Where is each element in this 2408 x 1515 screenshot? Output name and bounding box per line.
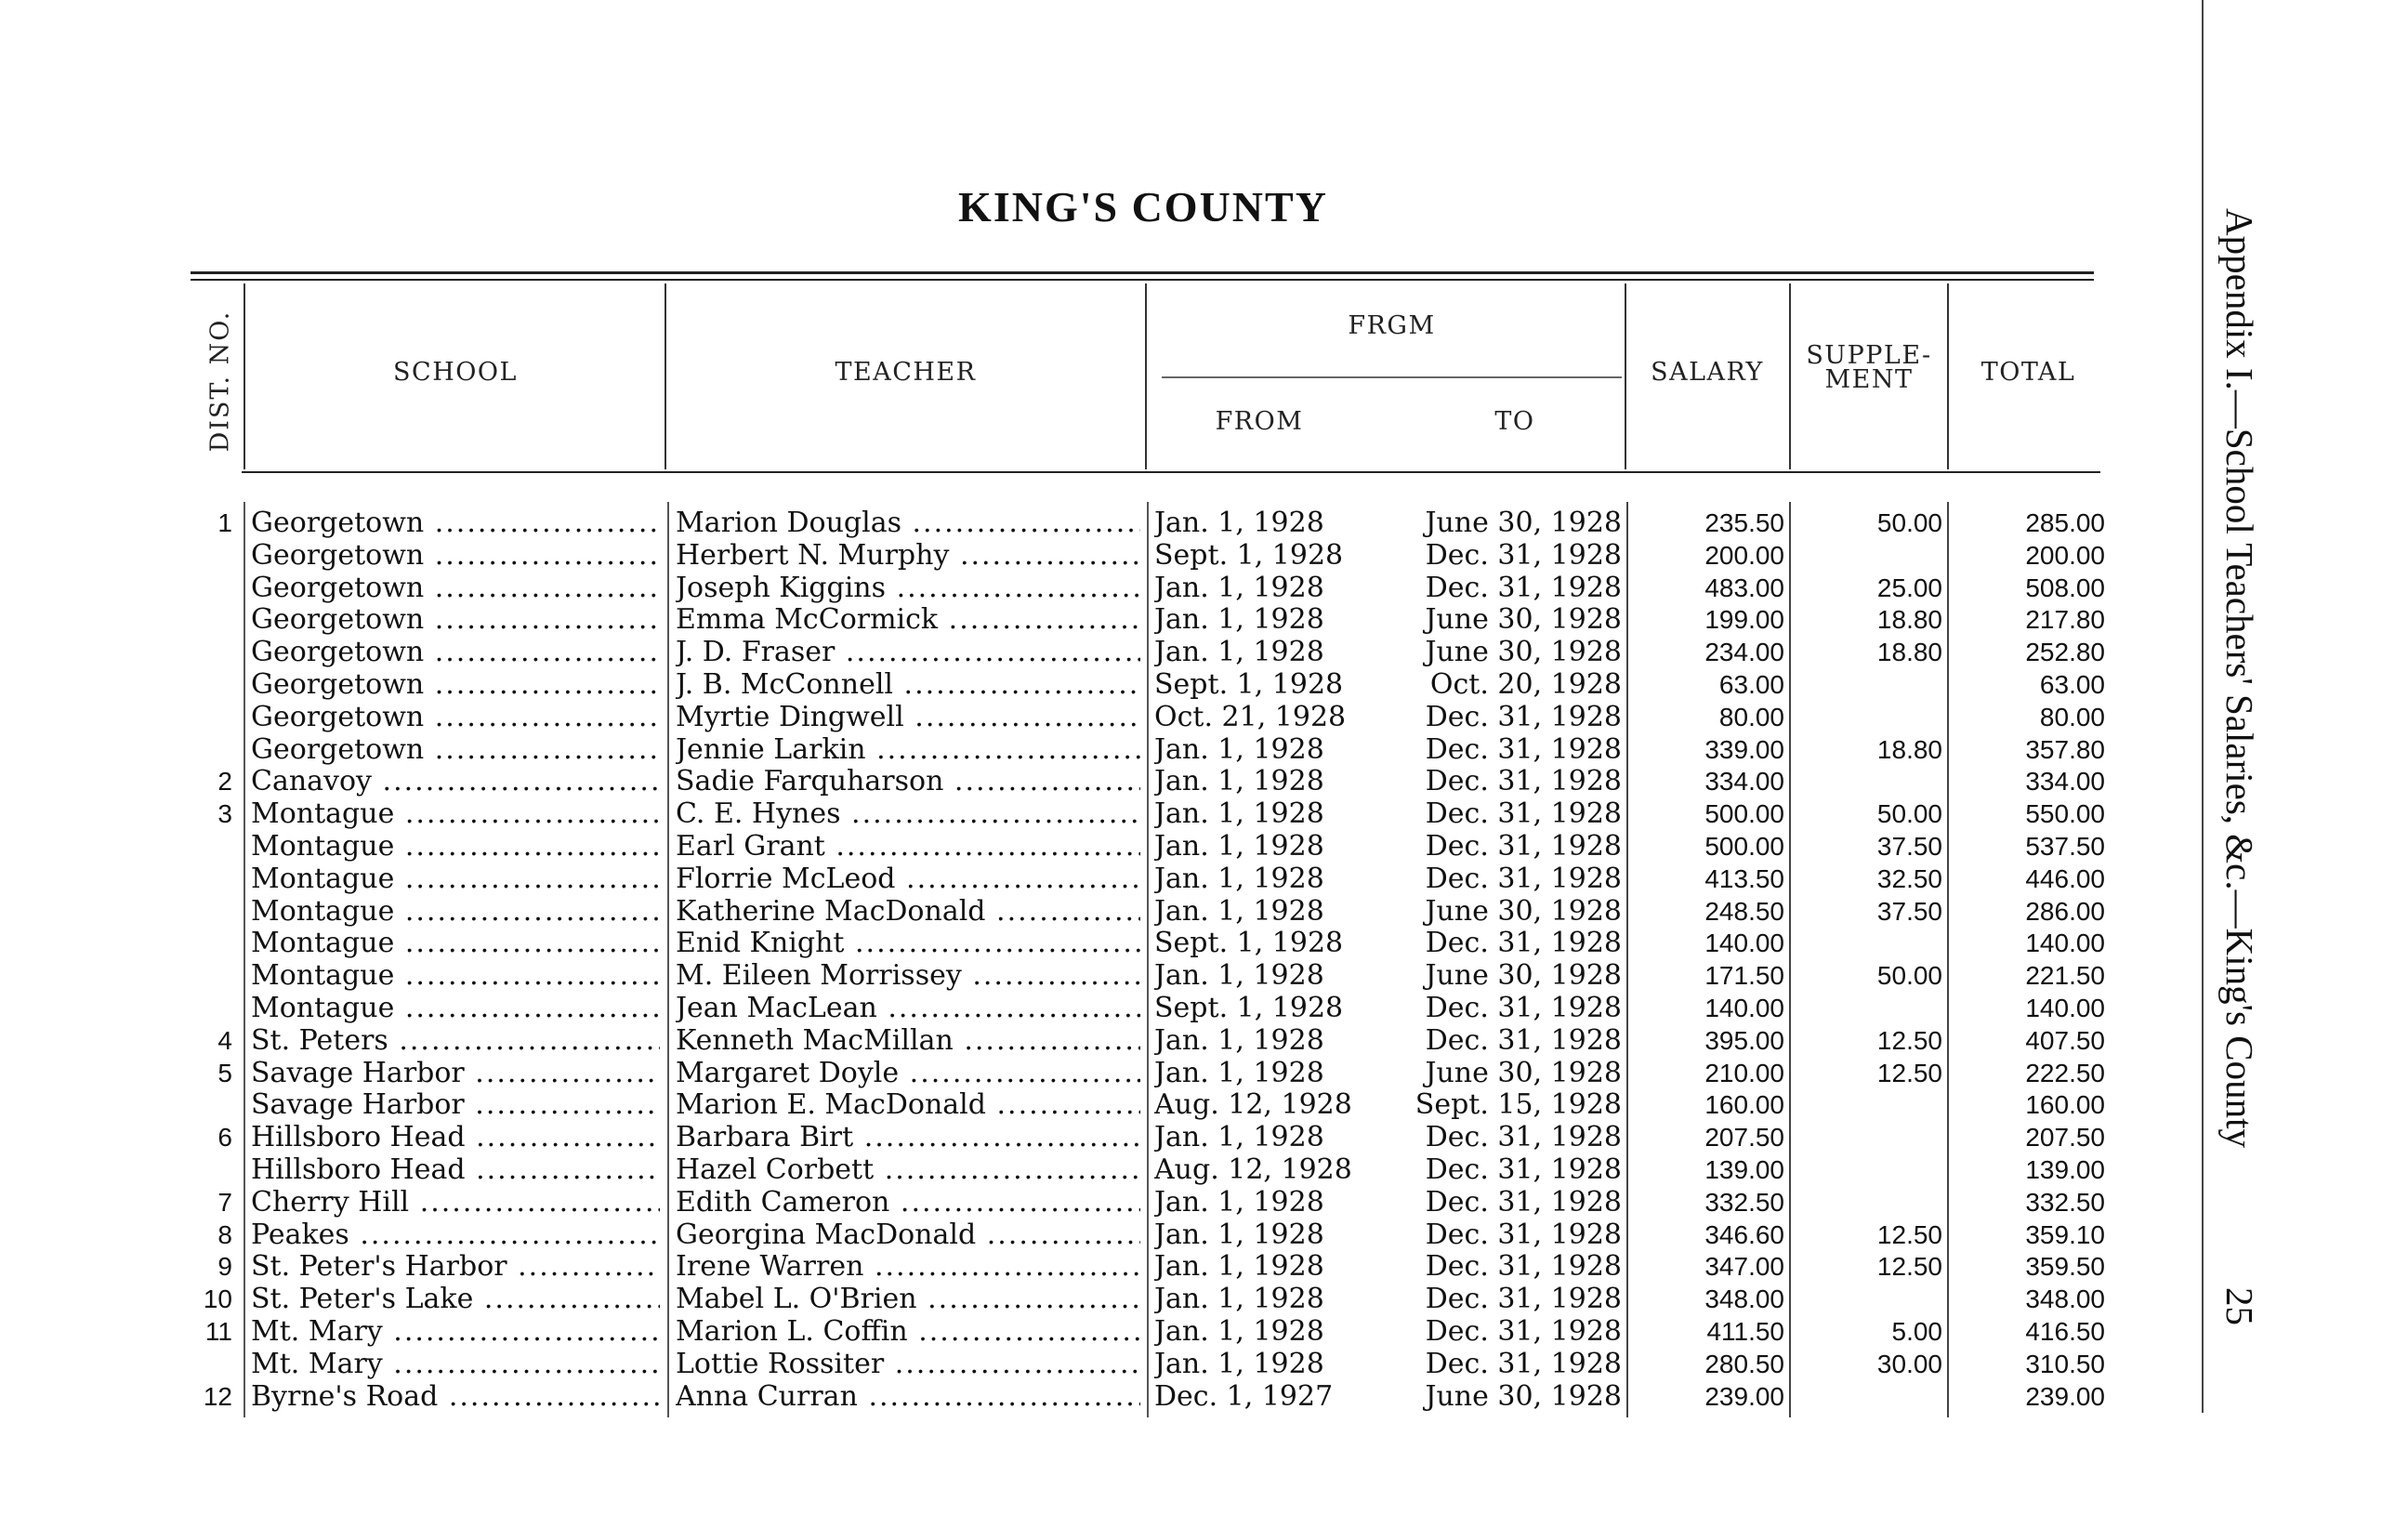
total-cell: 446.00	[2025, 863, 2105, 893]
supplement-cell: 50.00	[1876, 799, 1942, 829]
salary-cell: 140.00	[1704, 994, 1784, 1022]
total-header: TOTAL	[1980, 358, 2076, 387]
salary-cell: 500.00	[1704, 799, 1784, 829]
school-cell: Cherry Hill .....	[251, 1186, 660, 1219]
table-row	[0, 1121, 2138, 1153]
supplement-cell	[1798, 1186, 1942, 1219]
supplement-cell: 12.50	[1876, 1058, 1942, 1087]
to-date-cell: Dec. 31, 1928	[1425, 1185, 1622, 1219]
from-date-cell: Jan. 1, 1928	[1154, 830, 1324, 863]
header-top-rule	[191, 271, 2094, 274]
from-header: FROM	[1215, 407, 1304, 436]
table-row	[0, 863, 2138, 895]
school-cell: St. Peter's Harbor .....	[251, 1250, 660, 1283]
supplement-header: SUPPLE- MENT	[1806, 341, 1932, 394]
total-cell: 80.00	[2039, 702, 2105, 731]
supplement-cell: 12.50	[1876, 1252, 1942, 1282]
school-cell: Byrne's Road .....	[251, 1380, 660, 1413]
supplement-cell: 12.50	[1876, 1219, 1942, 1249]
from-date-cell: Jan. 1, 1928	[1154, 1056, 1324, 1089]
salary-cell: 210.00	[1704, 1058, 1784, 1087]
teacher-cell: Anna Curran .....	[676, 1380, 1140, 1413]
dist-no-cell	[186, 927, 232, 959]
school-cell: Montague .....	[251, 927, 660, 959]
to-date-cell: June 30, 1928	[1425, 603, 1622, 637]
dist-no-cell	[186, 863, 232, 895]
supplement-cell	[1798, 1283, 1942, 1315]
teacher-cell: J. D. Fraser .....	[676, 636, 1140, 668]
to-date-cell: Dec. 31, 1928	[1425, 1121, 1622, 1154]
supplement-cell	[1798, 539, 1942, 572]
to-header: TO	[1494, 407, 1535, 436]
table-row	[0, 1057, 2138, 1089]
supplement-cell: 12.50	[1876, 1025, 1942, 1055]
school-cell: Montague .....	[251, 992, 660, 1024]
from-date-cell: Jan. 1, 1928	[1154, 1283, 1324, 1316]
salary-cell: 235.50	[1704, 508, 1784, 537]
from-date-cell: Sept. 1, 1928	[1154, 927, 1344, 960]
total-cell: 407.50	[2025, 1025, 2105, 1055]
table-row	[0, 636, 2138, 668]
school-cell: Georgetown .....	[251, 539, 660, 572]
table-row	[0, 765, 2138, 797]
school-cell: Montague .....	[251, 863, 660, 895]
salary-cell: 346.60	[1704, 1219, 1784, 1249]
total-cell: 63.00	[2039, 670, 2105, 699]
total-cell: 334.00	[2025, 767, 2105, 797]
table-row	[0, 701, 2138, 733]
dist-no-cell	[186, 992, 232, 1024]
header-sep-dist	[243, 283, 245, 469]
teacher-cell: Marion Douglas .....	[676, 507, 1140, 539]
total-cell: 222.50	[2025, 1058, 2105, 1087]
salary-cell: 171.50	[1704, 961, 1784, 991]
school-cell: Montague .....	[251, 797, 660, 830]
school-header: SCHOOL	[393, 358, 518, 387]
period-divider-rule	[1162, 376, 1622, 378]
table-row	[0, 959, 2138, 992]
supplement-cell: 30.00	[1876, 1349, 1942, 1378]
header-bottom-rule	[242, 471, 2100, 473]
teacher-cell: Marion E. MacDonald .....	[676, 1088, 1140, 1121]
teacher-cell: Herbert N. Murphy .....	[676, 539, 1140, 572]
salary-cell: 248.50	[1704, 896, 1784, 926]
total-cell: 508.00	[2025, 573, 2105, 602]
dist-no-cell	[186, 603, 232, 636]
teacher-cell: Emma McCormick .....	[676, 603, 1140, 636]
from-date-cell: Jan. 1, 1928	[1154, 862, 1324, 895]
table-row	[0, 733, 2138, 766]
total-cell: 286.00	[2025, 896, 2105, 926]
table-row	[0, 1250, 2138, 1283]
teacher-cell: Jennie Larkin .....	[676, 733, 1140, 766]
to-date-cell: Dec. 31, 1928	[1425, 700, 1622, 733]
from-date-cell: Jan. 1, 1928	[1154, 1347, 1324, 1380]
to-date-cell: June 30, 1928	[1425, 894, 1622, 928]
dist-no-cell	[186, 830, 232, 863]
salary-cell: 280.50	[1704, 1349, 1784, 1378]
teacher-cell: Hazel Corbett .....	[676, 1153, 1140, 1186]
page-title: KING'S COUNTY	[958, 183, 1328, 231]
teacher-cell: Marion L. Coffin .....	[676, 1315, 1140, 1348]
dist-no-cell	[186, 1088, 232, 1121]
total-cell: 357.80	[2025, 734, 2105, 764]
teacher-cell: Lottie Rossiter .....	[676, 1348, 1140, 1380]
school-cell: Hillsboro Head .....	[251, 1153, 660, 1186]
teacher-cell: J. B. McConnell .....	[676, 668, 1140, 701]
teacher-cell: Margaret Doyle .....	[676, 1057, 1140, 1089]
teacher-cell: Irene Warren .....	[676, 1250, 1140, 1283]
to-date-cell: Dec. 31, 1928	[1425, 992, 1622, 1024]
to-date-cell: June 30, 1928	[1425, 959, 1622, 993]
from-date-cell: Sept. 1, 1928	[1154, 992, 1344, 1024]
school-cell: Georgetown .....	[251, 733, 660, 766]
period-header: FRGM	[1348, 311, 1436, 340]
from-date-cell: Jan. 1, 1928	[1154, 797, 1324, 831]
school-cell: Montague .....	[251, 895, 660, 928]
table-row	[0, 572, 2138, 604]
teacher-cell: M. Eileen Morrissey .....	[676, 959, 1140, 992]
to-date-cell: Dec. 31, 1928	[1425, 1347, 1622, 1380]
from-date-cell: Jan. 1, 1928	[1154, 959, 1324, 993]
page-number: 25	[2218, 1286, 2261, 1325]
dist-no-cell	[186, 668, 232, 701]
dist-no-cell	[186, 733, 232, 766]
dist-no-cell: 7	[217, 1187, 232, 1217]
supplement-cell: 37.50	[1876, 832, 1942, 861]
school-cell: Georgetown .....	[251, 603, 660, 636]
dist-no-cell: 6	[217, 1123, 232, 1153]
table-row	[0, 927, 2138, 959]
from-date-cell: Jan. 1, 1928	[1154, 1023, 1324, 1057]
to-date-cell: Dec. 31, 1928	[1425, 862, 1622, 895]
from-date-cell: Jan. 1, 1928	[1154, 571, 1324, 604]
dist-no-cell: 10	[203, 1284, 232, 1314]
dist-no-cell: 5	[217, 1058, 232, 1087]
supplement-cell	[1798, 668, 1942, 701]
supplement-cell	[1798, 992, 1942, 1024]
header-top-rule-2	[191, 279, 2094, 281]
supplement-cell: 25.00	[1876, 573, 1942, 602]
supplement-cell	[1798, 1380, 1942, 1413]
from-date-cell: Jan. 1, 1928	[1154, 732, 1324, 766]
to-date-cell: Dec. 31, 1928	[1425, 1250, 1622, 1284]
table-row	[0, 603, 2138, 636]
salary-cell: 140.00	[1704, 929, 1784, 958]
teacher-cell: Earl Grant .....	[676, 830, 1140, 863]
header-sep-school	[665, 283, 666, 469]
school-cell: St. Peter's Lake .....	[251, 1283, 660, 1315]
table-row	[0, 1348, 2138, 1380]
total-cell: 140.00	[2025, 994, 2105, 1022]
school-cell: Mt. Mary .....	[251, 1315, 660, 1348]
school-cell: Montague .....	[251, 830, 660, 863]
to-date-cell: Dec. 31, 1928	[1425, 1023, 1622, 1057]
supplement-cell	[1798, 1088, 1942, 1121]
total-cell: 200.00	[2025, 540, 2105, 570]
teacher-cell: Barbara Birt .....	[676, 1121, 1140, 1153]
supplement-cell: 32.50	[1876, 863, 1942, 893]
table-row	[0, 1186, 2138, 1219]
from-date-cell: Aug. 12, 1928	[1154, 1088, 1352, 1122]
dist-no-cell: 4	[217, 1025, 232, 1055]
school-cell: St. Peters .....	[251, 1024, 660, 1057]
table-row	[0, 668, 2138, 701]
salary-header: SALARY	[1651, 358, 1764, 387]
teacher-cell: Enid Knight .....	[676, 927, 1140, 959]
dist-no-header: DIST. NO.	[205, 310, 235, 453]
teacher-cell: Katherine MacDonald .....	[676, 895, 1140, 928]
from-date-cell: Jan. 1, 1928	[1154, 1185, 1324, 1219]
school-cell: Canavoy .....	[251, 765, 660, 797]
teacher-cell: Myrtie Dingwell .....	[676, 701, 1140, 733]
school-cell: Georgetown .....	[251, 636, 660, 668]
total-cell: 140.00	[2025, 929, 2105, 958]
dist-no-cell	[186, 1348, 232, 1380]
side-caption	[2175, 121, 2305, 1413]
table-row	[0, 539, 2138, 572]
dist-no-cell: 12	[203, 1381, 232, 1411]
side-caption-text: Appendix I.—School Teachers' Salaries, &c.—King's County	[2218, 208, 2261, 1148]
supplement-cell	[1798, 1121, 1942, 1153]
teacher-cell: Georgina MacDonald .....	[676, 1219, 1140, 1251]
salary-cell: 348.00	[1704, 1284, 1784, 1314]
dist-no-cell	[186, 701, 232, 733]
total-cell: 416.50	[2025, 1317, 2105, 1346]
salary-cell: 347.00	[1704, 1252, 1784, 1282]
dist-no-cell	[186, 636, 232, 668]
total-cell: 359.50	[2025, 1252, 2105, 1282]
salary-cell: 199.00	[1704, 605, 1784, 635]
total-cell: 332.50	[2025, 1187, 2105, 1217]
salary-cell: 139.00	[1704, 1155, 1784, 1184]
total-cell: 348.00	[2025, 1284, 2105, 1314]
from-date-cell: Jan. 1, 1928	[1154, 1218, 1324, 1251]
supplement-cell	[1798, 1153, 1942, 1186]
school-cell: Georgetown .....	[251, 668, 660, 701]
school-cell: Hillsboro Head .....	[251, 1121, 660, 1153]
school-cell: Mt. Mary .....	[251, 1348, 660, 1380]
school-cell: Georgetown .....	[251, 701, 660, 733]
salary-cell: 160.00	[1704, 1090, 1784, 1120]
to-date-cell: Dec. 31, 1928	[1425, 1218, 1622, 1251]
salary-cell: 413.50	[1704, 863, 1784, 893]
from-date-cell: Dec. 1, 1927	[1154, 1379, 1334, 1413]
supplement-cell	[1798, 765, 1942, 797]
school-cell: Peakes .....	[251, 1219, 660, 1251]
supplement-cell: 18.80	[1876, 734, 1942, 764]
salary-cell: 483.00	[1704, 573, 1784, 602]
dist-no-cell: 2	[217, 767, 232, 797]
table-row	[0, 1024, 2138, 1057]
to-date-cell: Sept. 15, 1928	[1415, 1088, 1622, 1122]
supplement-cell: 18.80	[1876, 638, 1942, 667]
total-cell: 252.80	[2025, 638, 2105, 667]
dist-no-cell	[186, 572, 232, 604]
school-cell: Montague .....	[251, 959, 660, 992]
salary-cell: 63.00	[1718, 670, 1784, 699]
table-row	[0, 797, 2138, 830]
from-date-cell: Jan. 1, 1928	[1154, 1315, 1324, 1348]
header-sep-teacher	[1145, 283, 1147, 469]
teacher-cell: Jean MacLean .....	[676, 992, 1140, 1024]
salary-cell: 239.00	[1704, 1381, 1784, 1411]
dist-no-cell: 1	[217, 508, 232, 537]
teacher-cell: C. E. Hynes .....	[676, 797, 1140, 830]
salary-cell: 334.00	[1704, 767, 1784, 797]
dist-no-cell: 11	[204, 1317, 232, 1346]
to-date-cell: Dec. 31, 1928	[1425, 538, 1622, 572]
table-row	[0, 1219, 2138, 1251]
salary-cell: 332.50	[1704, 1187, 1784, 1217]
supplement-cell: 50.00	[1876, 961, 1942, 991]
table-row	[0, 1315, 2138, 1348]
to-date-cell: Dec. 31, 1928	[1425, 765, 1622, 798]
total-cell: 285.00	[2025, 508, 2105, 537]
salary-cell: 234.00	[1704, 638, 1784, 667]
header-sep-period	[1625, 283, 1626, 469]
to-date-cell: June 30, 1928	[1425, 636, 1622, 669]
from-date-cell: Sept. 1, 1928	[1154, 668, 1344, 701]
school-cell: Savage Harbor .....	[251, 1057, 660, 1089]
to-date-cell: Dec. 31, 1928	[1425, 1153, 1622, 1186]
to-date-cell: Dec. 31, 1928	[1425, 927, 1622, 960]
teacher-cell: Edith Cameron .....	[676, 1186, 1140, 1219]
total-cell: 221.50	[2025, 961, 2105, 991]
from-date-cell: Jan. 1, 1928	[1154, 507, 1324, 539]
total-cell: 217.80	[2025, 605, 2105, 635]
to-date-cell: June 30, 1928	[1425, 1056, 1622, 1089]
from-date-cell: Jan. 1, 1928	[1154, 894, 1324, 928]
salary-cell: 395.00	[1704, 1025, 1784, 1055]
supplement-cell: 50.00	[1876, 508, 1942, 537]
supplement-cell	[1798, 927, 1942, 959]
to-date-cell: June 30, 1928	[1425, 1379, 1622, 1413]
table-row	[0, 1153, 2138, 1186]
total-cell: 550.00	[2025, 799, 2105, 829]
dist-no-cell	[186, 1153, 232, 1186]
to-date-cell: June 30, 1928	[1425, 507, 1622, 539]
teacher-cell: Mabel L. O'Brien .....	[676, 1283, 1140, 1315]
table-row	[0, 1283, 2138, 1315]
salary-cell: 200.00	[1704, 540, 1784, 570]
salary-cell: 80.00	[1718, 702, 1784, 731]
dist-no-cell: 3	[217, 799, 232, 829]
dist-no-cell	[186, 895, 232, 928]
to-date-cell: Dec. 31, 1928	[1425, 571, 1622, 604]
salary-cell: 500.00	[1704, 832, 1784, 861]
teacher-cell: Joseph Kiggins .....	[676, 572, 1140, 604]
table-row	[0, 507, 2138, 539]
from-date-cell: Aug. 12, 1928	[1154, 1153, 1352, 1186]
from-date-cell: Jan. 1, 1928	[1154, 636, 1324, 669]
to-date-cell: Dec. 31, 1928	[1425, 1315, 1622, 1348]
header-sep-supplement	[1947, 283, 1949, 469]
salary-cell: 339.00	[1704, 734, 1784, 764]
total-cell: 207.50	[2025, 1123, 2105, 1153]
total-cell: 359.10	[2025, 1219, 2105, 1249]
total-cell: 310.50	[2025, 1349, 2105, 1378]
teacher-cell: Sadie Farquharson .....	[676, 765, 1140, 797]
salary-cell: 411.50	[1706, 1317, 1784, 1346]
header-sep-salary	[1789, 283, 1791, 469]
from-date-cell: Oct. 21, 1928	[1154, 700, 1347, 733]
to-date-cell: Oct. 20, 1928	[1429, 668, 1622, 701]
teacher-cell: Kenneth MacMillan .....	[676, 1024, 1140, 1057]
total-cell: 239.00	[2025, 1381, 2105, 1411]
dist-no-cell: 9	[217, 1252, 232, 1282]
to-date-cell: Dec. 31, 1928	[1425, 797, 1622, 831]
from-date-cell: Jan. 1, 1928	[1154, 1121, 1324, 1154]
teacher-header: TEACHER	[835, 358, 977, 387]
supplement-cell: 37.50	[1876, 896, 1942, 926]
total-cell: 160.00	[2025, 1090, 2105, 1120]
supplement-cell: 5.00	[1891, 1317, 1942, 1346]
total-cell: 537.50	[2025, 832, 2105, 861]
table-row	[0, 1088, 2138, 1121]
school-cell: Georgetown .....	[251, 507, 660, 539]
dist-no-cell	[186, 959, 232, 992]
from-date-cell: Jan. 1, 1928	[1154, 765, 1324, 798]
school-cell: Savage Harbor .....	[251, 1088, 660, 1121]
supplement-cell	[1798, 701, 1942, 733]
salary-cell: 207.50	[1704, 1123, 1784, 1153]
from-date-cell: Jan. 1, 1928	[1154, 1250, 1324, 1284]
dist-no-cell: 8	[217, 1219, 232, 1249]
table-row	[0, 992, 2138, 1024]
to-date-cell: Dec. 31, 1928	[1425, 830, 1622, 863]
from-date-cell: Jan. 1, 1928	[1154, 603, 1324, 637]
table-row	[0, 1380, 2138, 1413]
table-row	[0, 830, 2138, 863]
to-date-cell: Dec. 31, 1928	[1425, 732, 1622, 766]
from-date-cell: Sept. 1, 1928	[1154, 538, 1344, 572]
total-cell: 139.00	[2025, 1155, 2105, 1184]
supplement-cell: 18.80	[1876, 605, 1942, 635]
table-row	[0, 895, 2138, 928]
dist-no-cell	[186, 539, 232, 572]
to-date-cell: Dec. 31, 1928	[1425, 1283, 1622, 1316]
teacher-cell: Florrie McLeod .....	[676, 863, 1140, 895]
school-cell: Georgetown .....	[251, 572, 660, 604]
